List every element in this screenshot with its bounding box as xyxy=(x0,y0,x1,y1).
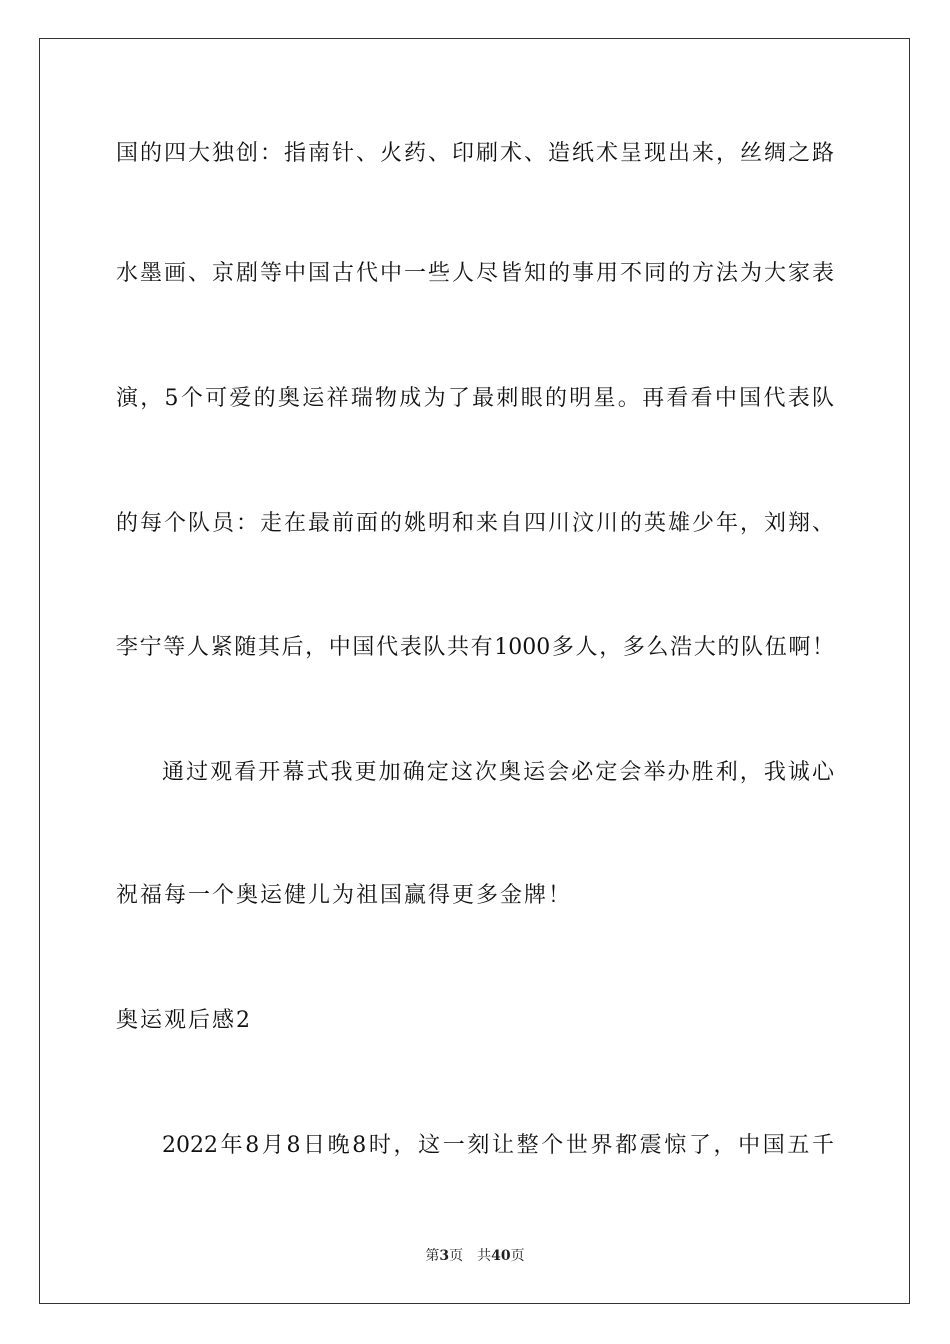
total-pages: 40 xyxy=(491,1248,511,1264)
total-prefix: 共 xyxy=(477,1248,492,1264)
page-suffix: 页 xyxy=(449,1248,464,1264)
text-line: 祝福每一个奥运健儿为祖国赢得更多金牌！ xyxy=(116,883,573,908)
page-prefix: 第 xyxy=(425,1248,440,1264)
text-line: 演，5个可爱的奥运祥瑞物成为了最刺眼的明星。再看看中国代表队 xyxy=(116,386,834,411)
paragraph-first-line: 通过观看开幕式我更加确定这次奥运会必定会举办胜利，我诚心 xyxy=(162,760,834,785)
text-line: 的每个队员：走在最前面的姚明和来自四川汶川的英雄少年，刘翔、 xyxy=(116,511,834,536)
page-frame xyxy=(39,38,910,1304)
page-number: 3 xyxy=(439,1248,450,1264)
page-footer xyxy=(0,1246,950,1266)
text-line: 李宁等人紧随其后，中国代表队共有1000多人，多么浩大的队伍啊！ xyxy=(116,635,834,660)
section-heading: 奥运观后感2 xyxy=(116,1008,252,1033)
paragraph-first-line: 2022年8月8日晚8时，这一刻让整个世界都震惊了，中国五千 xyxy=(162,1133,834,1158)
text-line: 国的四大独创：指南针、火药、印刷术、造纸术呈现出来，丝绸之路 xyxy=(116,141,834,166)
text-line: 水墨画、京剧等中国古代中一些人尽皆知的事用不同的方法为大家表 xyxy=(116,261,834,286)
total-suffix: 页 xyxy=(510,1248,525,1264)
